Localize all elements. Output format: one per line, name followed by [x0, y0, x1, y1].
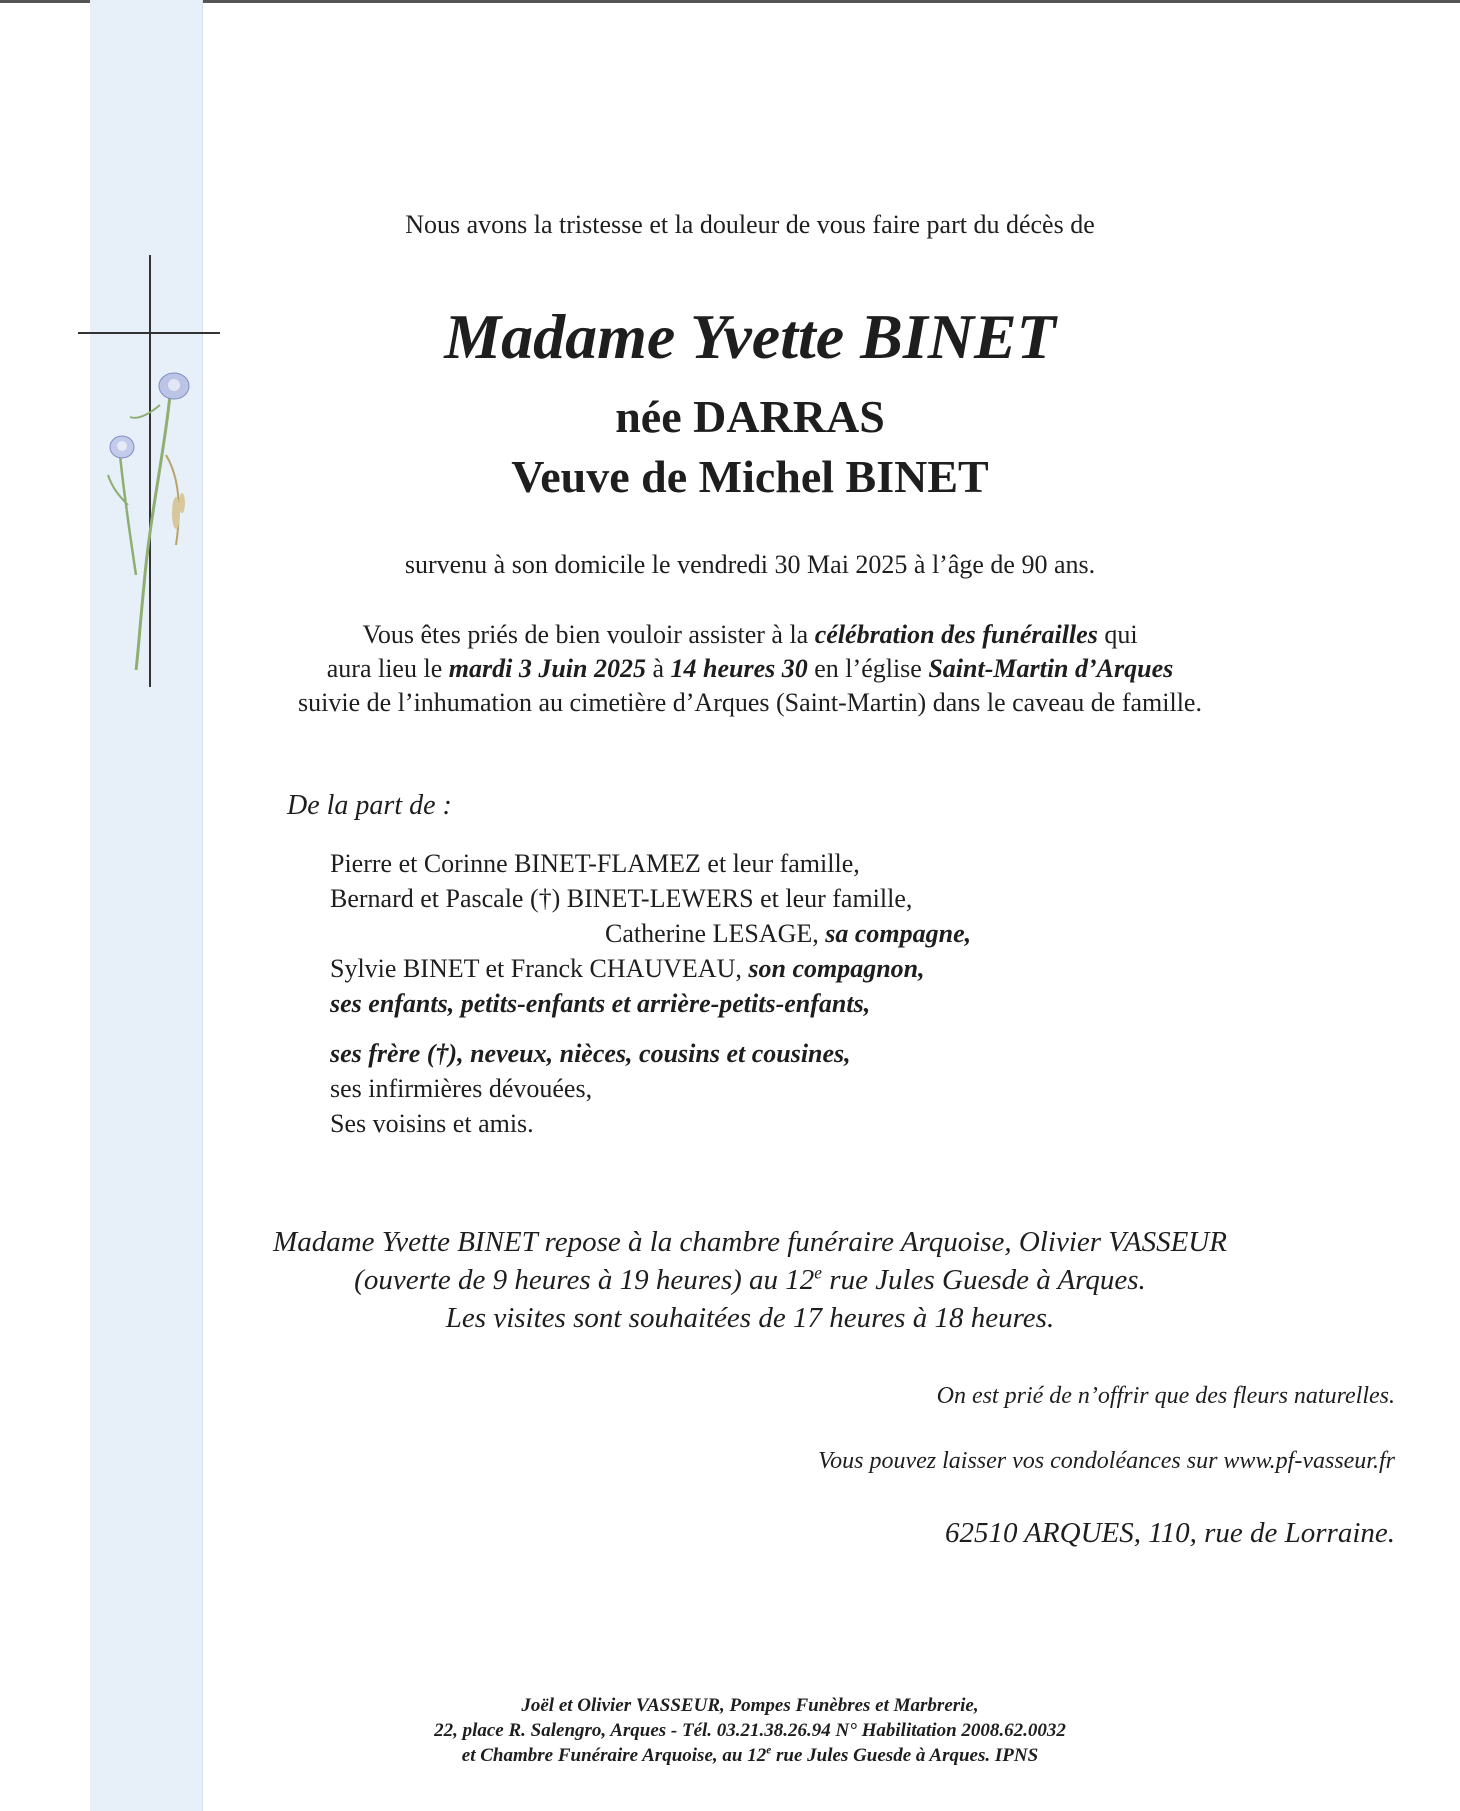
family-line: Catherine LESAGE, sa compagne, [605, 919, 972, 948]
funeral-home-footer [250, 1693, 1250, 1768]
family-line: Pierre et Corinne BINET-FLAMEZ et leur famille, [330, 849, 860, 878]
footer-line-2: 22, place R. Salengro, Arques - Tél. 03.21.38.26.94 N° Habilitation 2008.62.0032 [434, 1720, 1066, 1741]
celebration-line-3: suivie de l’inhumation au cimetière d’Arques (Saint-Martin) dans le caveau de famille. [298, 688, 1202, 717]
celebration-paragraph [250, 618, 1250, 720]
flowers-note: On est prié de n’offrir que des fleurs naturelles. [936, 1383, 1395, 1409]
cross-with-flowers-icon [78, 255, 228, 695]
family-line: Sylvie BINET et Franck CHAUVEAU, son compagnon, [330, 954, 925, 983]
repose-line-1: Madame Yvette BINET repose à la chambre funéraire Arquoise, Olivier VASSEUR [273, 1226, 1227, 1258]
top-border [0, 0, 1460, 3]
de-la-part-heading: De la part de : [287, 790, 452, 821]
family-line: Ses voisins et amis. [330, 1109, 534, 1138]
condolences-note: Vous pouvez laisser vos condoléances sur www.pf-vasseur.fr [818, 1448, 1395, 1474]
address-line: 62510 ARQUES, 110, rue de Lorraine. [944, 1517, 1395, 1549]
maiden-name: née DARRAS [615, 391, 885, 442]
deceased-name: Madame Yvette BINET [444, 301, 1056, 372]
repose-line-3: Les visites sont souhaitées de 17 heures à 18 heures. [445, 1302, 1055, 1334]
family-line: ses frère (†), neveux, nièces, cousins et cousines, [330, 1039, 851, 1068]
celebration-line-2: aura lieu le mardi 3 Juin 2025 à 14 heures 30 en l’église Saint-Martin d’Arques [326, 654, 1174, 683]
footer-line-3: et Chambre Funéraire Arquoise, au 12e rue Jules Guesde à Arques. IPNS [461, 1744, 1039, 1766]
death-details: survenu à son domicile le vendredi 30 Mai 2025 à l’âge de 90 ans. [404, 550, 1096, 579]
family-line: Bernard et Pascale (†) BINET-LEWERS et leur famille, [330, 884, 913, 913]
celebration-line-1: Vous êtes priés de bien vouloir assister à la célébration des funérailles qui [362, 620, 1138, 649]
repose-paragraph [250, 1223, 1250, 1337]
family-line: ses infirmières dévouées, [330, 1074, 593, 1103]
family-line: ses enfants, petits-enfants et arrière-petits-enfants, [330, 989, 871, 1018]
family-list [330, 846, 971, 1141]
footer-line-1: Joël et Olivier VASSEUR, Pompes Funèbres et Marbrerie, [521, 1695, 979, 1716]
repose-line-2: (ouverte de 9 heures à 19 heures) au 12e rue Jules Guesde à Arques. [354, 1262, 1146, 1296]
intro-text: Nous avons la tristesse et la douleur de vous faire part du décès de [405, 210, 1095, 239]
widow-of: Veuve de Michel BINET [511, 451, 989, 502]
